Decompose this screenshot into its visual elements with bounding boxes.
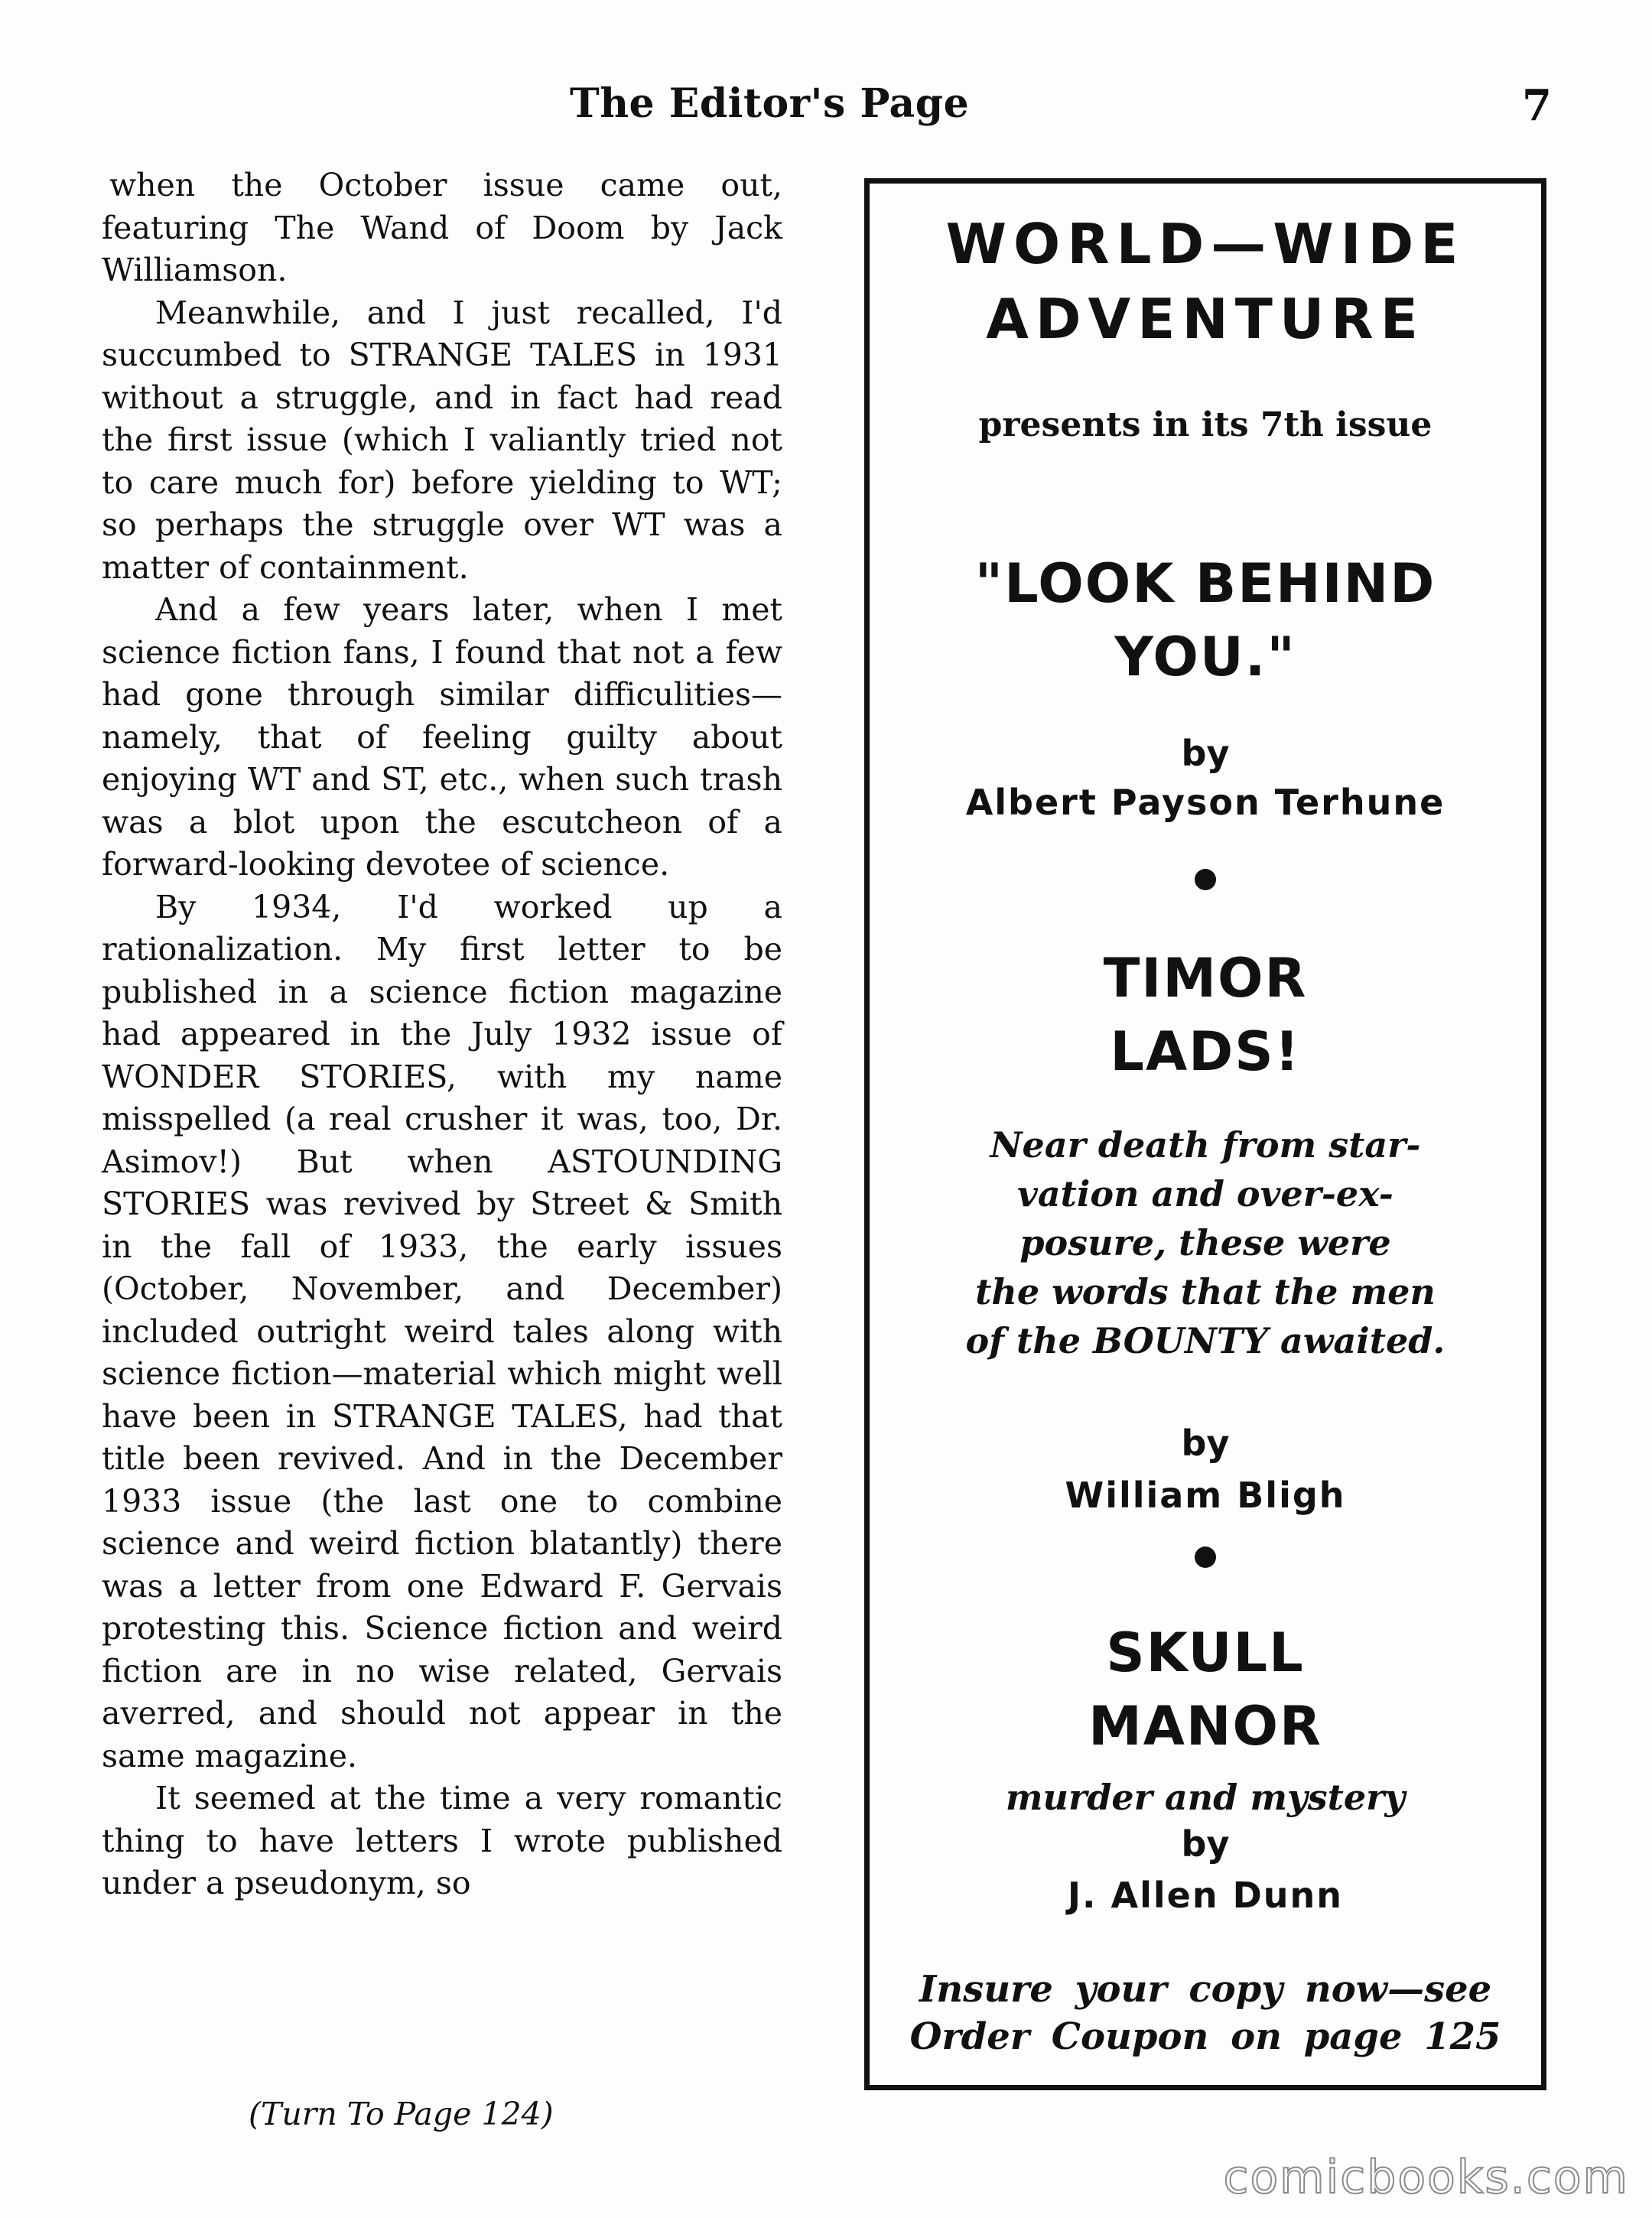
ad-magazine-title-line-2: ADVENTURE bbox=[986, 287, 1425, 351]
ad-story3-by: by bbox=[1181, 1823, 1230, 1865]
editorial-column bbox=[102, 164, 782, 1905]
ad-story3-title-line-1: SKULL bbox=[1106, 1621, 1305, 1684]
article-paragraph-3: And a few years later, when I met science fiction fans, I found that not a few had gone through similar difficulities—namely, that of feeling guilty about enjoying WT and ST, etc., when such trash was a blot upon the escutcheon of a forward-looking devotee of science. bbox=[102, 591, 782, 883]
continued-note: (Turn To Page 124) bbox=[249, 2096, 554, 2132]
ad-story2-author: William Bligh bbox=[1065, 1475, 1346, 1516]
ad-story2-blurb-line-1: Near death from star- bbox=[990, 1124, 1421, 1166]
ad-story2-blurb-line-5: of the BOUNTY awaited. bbox=[965, 1320, 1446, 1361]
running-title: The Editor's Page bbox=[570, 80, 970, 127]
ad-coupon-line-2: Order Coupon on page 125 bbox=[909, 2015, 1501, 2058]
article-paragraph-2: Meanwhile, and I just recalled, I'd succumbed to STRANGE TALES in 1931 without a struggle, and in fact had read the first issue (which I valiantly tried not to care much for) before yielding to WT; so perhaps the struggle over WT was a matter of containment. bbox=[102, 294, 782, 586]
ad-coupon-line-1: Insure your copy now—see bbox=[919, 1968, 1492, 2011]
page-number: 7 bbox=[1522, 80, 1552, 131]
article-paragraph-4: By 1934, I'd worked up a rationalization. My first letter to be published in a science fiction magazine had appeared in the July 1932 issue of WONDER STORIES, with my name misspelled (a real crusher it was, too, Dr. Asimov!) But when ASTOUNDING STORIES was revived by Street & Smith in the fall of 1933, the early issues (October, November, and December) included outright weird tales along with science fiction—material which might well have been in STRANGE TALES, had that title been revived. And in the December 1933 issue (the last one to combine science and weird fiction blatantly) there was a letter from one Edward F. Gervais protesting this. Science fiction and weird fiction are in no wise related, Gervais averred, and should not appear in the same magazine. bbox=[102, 888, 782, 1774]
article-paragraph-1: when the October issue came out, featuring The Wand of Doom by Jack Williamson. bbox=[102, 167, 782, 288]
ad-magazine-title-line-1: WORLD—WIDE bbox=[945, 212, 1465, 276]
article-paragraph-5: It seemed at the time a very romantic thing to have letters I wrote published under a pseudonym, so bbox=[102, 1780, 782, 1901]
ad-bullet-divider bbox=[870, 869, 1541, 890]
ad-story2-blurb-line-3: posure, these were bbox=[1019, 1222, 1391, 1263]
ad-bullet-divider bbox=[870, 1546, 1541, 1568]
ad-story2-title-line-2: LADS! bbox=[1110, 1020, 1301, 1083]
ad-story1-by: by bbox=[1181, 733, 1230, 774]
ad-story3-tagline: murder and mystery bbox=[1005, 1777, 1406, 1818]
ad-story1-author: Albert Payson Terhune bbox=[965, 782, 1446, 823]
advertisement-box bbox=[864, 178, 1546, 2090]
ad-story3-author: J. Allen Dunn bbox=[1067, 1875, 1344, 1916]
ad-story2-blurb-line-2: vation and over-ex- bbox=[1017, 1173, 1393, 1215]
ad-story3-title-line-2: MANOR bbox=[1088, 1695, 1322, 1758]
ad-story1-title-line-2: YOU." bbox=[1114, 626, 1296, 688]
ad-story2-title-line-1: TIMOR bbox=[1103, 947, 1308, 1010]
ad-story2-by: by bbox=[1181, 1423, 1230, 1464]
ad-presents-line: presents in its 7th issue bbox=[978, 405, 1432, 444]
ad-story2-blurb-line-4: the words that the men bbox=[975, 1271, 1436, 1312]
site-watermark: comicbooks.com bbox=[1223, 2151, 1629, 2204]
ad-story1-title-line-1: "LOOK BEHIND bbox=[974, 552, 1436, 615]
